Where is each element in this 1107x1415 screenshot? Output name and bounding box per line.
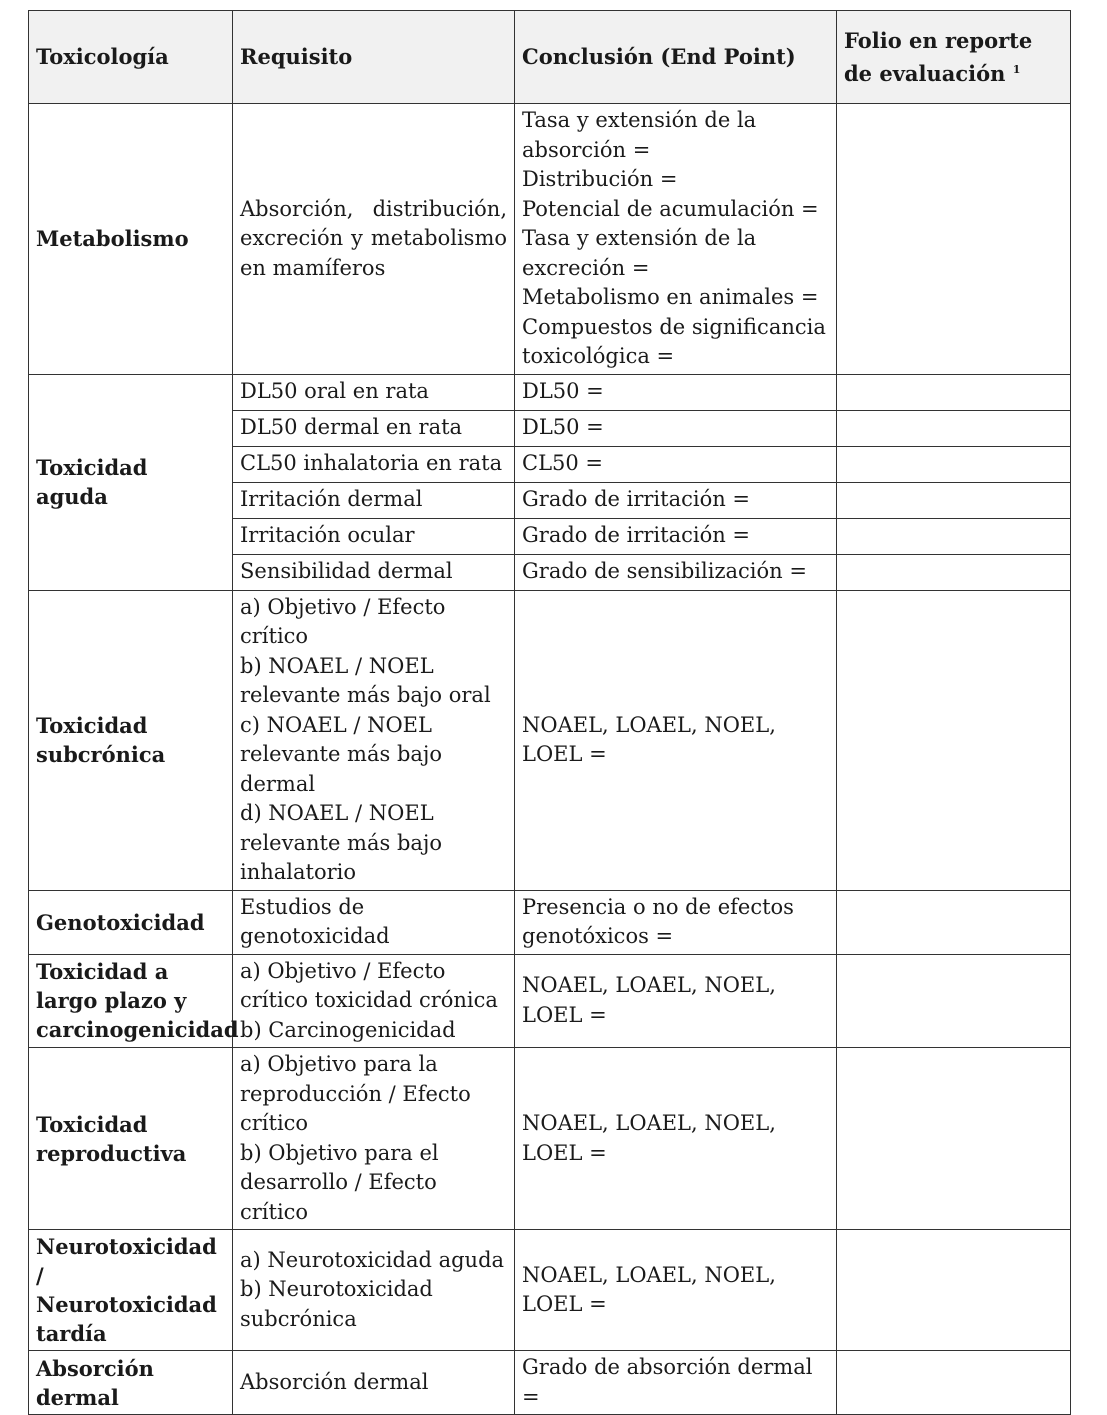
category-metabolismo: Metabolismo (29, 104, 233, 375)
category-absorcion-dermal: Absorción dermal (29, 1351, 233, 1415)
conclusion-cell: DL50 = (515, 374, 837, 410)
conclusion-cell: CL50 = (515, 446, 837, 482)
category-largo-plazo: Toxicidad a largo plazo y carcinogenicidad (29, 954, 233, 1048)
category-reproductiva: Toxicidad reproductiva (29, 1048, 233, 1230)
table-row (29, 104, 1071, 375)
conclusion-absorcion-dermal: Grado de absorción dermal = (515, 1351, 837, 1415)
conclusion-cell: Grado de irritación = (515, 518, 837, 554)
requisito-neurotoxicidad (233, 1230, 515, 1351)
requisito-cell: Irritación ocular (233, 518, 515, 554)
conclusion-neurotoxicidad: NOAEL, LOAEL, NOEL, LOEL = (515, 1230, 837, 1351)
category-toxicidad-subcronica: Toxicidad subcrónica (29, 590, 233, 890)
toxicology-table (28, 10, 1071, 1415)
header-requisito: Requisito (233, 11, 515, 104)
folio-cell[interactable] (837, 410, 1071, 446)
header-folio (837, 11, 1071, 104)
requisito-cell: DL50 oral en rata (233, 374, 515, 410)
conclusion-line: Tasa y extensión de la excreción = (522, 226, 757, 280)
requisito-genotoxicidad: Estudios de genotoxicidad (233, 890, 515, 954)
folio-cell[interactable] (837, 104, 1071, 375)
folio-cell[interactable] (837, 1351, 1071, 1415)
folio-cell[interactable] (837, 446, 1071, 482)
folio-cell[interactable] (837, 554, 1071, 590)
header-toxicologia: Toxicología (29, 11, 233, 104)
requisito-cell: CL50 inhalatoria en rata (233, 446, 515, 482)
requisito-line: a) Objetivo / Efecto crítico (240, 594, 446, 648)
conclusion-cell: DL50 = (515, 410, 837, 446)
requisito-metabolismo: Absorción, distribución, excreción y metabolismo en mamíferos (233, 104, 515, 375)
requisito-line: c) NOAEL / NOEL relevante más bajo dermal (240, 712, 443, 796)
table-row (29, 954, 1071, 1048)
category-genotoxicidad: Genotoxicidad (29, 890, 233, 954)
conclusion-line: Compuestos de significancia toxicológica = (522, 314, 826, 368)
conclusion-subcronica: NOAEL, LOAEL, NOEL, LOEL = (515, 590, 837, 890)
conclusion-line: Metabolismo en animales = (522, 285, 819, 309)
folio-cell[interactable] (837, 1048, 1071, 1230)
folio-cell[interactable] (837, 954, 1071, 1048)
folio-cell[interactable] (837, 890, 1071, 954)
conclusion-largo-plazo: NOAEL, LOAEL, NOEL, LOEL = (515, 954, 837, 1048)
header-folio-text: Folio en reporte de evaluación (844, 27, 1033, 86)
conclusion-reproductiva: NOAEL, LOAEL, NOEL, LOEL = (515, 1048, 837, 1230)
header-row (29, 11, 1071, 104)
table-row (29, 890, 1071, 954)
footnote-marker: 1 (1012, 63, 1021, 76)
requisito-largo-plazo (233, 954, 515, 1048)
requisito-line: b) Carcinogenicidad (240, 1017, 456, 1042)
conclusion-line: Tasa y extensión de la absorción = (522, 108, 757, 162)
requisito-line: a) Objetivo para la reproducción / Efecto crítico (240, 1052, 471, 1135)
requisito-line: b) Neurotoxicidad subcrónica (240, 1277, 433, 1331)
header-conclusion: Conclusión (End Point) (515, 11, 837, 104)
folio-cell[interactable] (837, 518, 1071, 554)
category-toxicidad-aguda: Toxicidad aguda (29, 374, 233, 590)
conclusion-line: Potencial de acumulación = (522, 196, 819, 221)
table-row (29, 1048, 1071, 1230)
requisito-line: d) NOAEL / NOEL relevante más bajo inhalatorio (240, 801, 443, 884)
requisito-absorcion-dermal: Absorción dermal (233, 1351, 515, 1415)
requisito-reproductiva (233, 1048, 515, 1230)
table-row (29, 590, 1071, 890)
folio-cell[interactable] (837, 590, 1071, 890)
category-neurotoxicidad: Neurotoxicidad / Neurotoxicidad tardía (29, 1230, 233, 1351)
conclusion-cell: Grado de sensibilización = (515, 554, 837, 590)
conclusion-genotoxicidad: Presencia o no de efectos genotóxicos = (515, 890, 837, 954)
conclusion-line: Distribución = (522, 167, 678, 191)
requisito-line: a) Neurotoxicidad aguda (240, 1247, 505, 1272)
requisito-line: a) Objetivo / Efecto crítico toxicidad crónica (240, 958, 498, 1012)
conclusion-cell: Grado de irritación = (515, 482, 837, 518)
folio-cell[interactable] (837, 1230, 1071, 1351)
table-row (29, 374, 1071, 410)
table-row (29, 1351, 1071, 1415)
conclusion-metabolismo (515, 104, 837, 375)
requisito-cell: DL50 dermal en rata (233, 410, 515, 446)
folio-cell[interactable] (837, 482, 1071, 518)
requisito-subcronica (233, 590, 515, 890)
folio-cell[interactable] (837, 374, 1071, 410)
table-row (29, 1230, 1071, 1351)
requisito-line: b) Objetivo para el desarrollo / Efecto crítico (240, 1140, 439, 1224)
requisito-line: b) NOAEL / NOEL relevante más bajo oral (240, 653, 491, 707)
requisito-cell: Irritación dermal (233, 482, 515, 518)
requisito-cell: Sensibilidad dermal (233, 554, 515, 590)
